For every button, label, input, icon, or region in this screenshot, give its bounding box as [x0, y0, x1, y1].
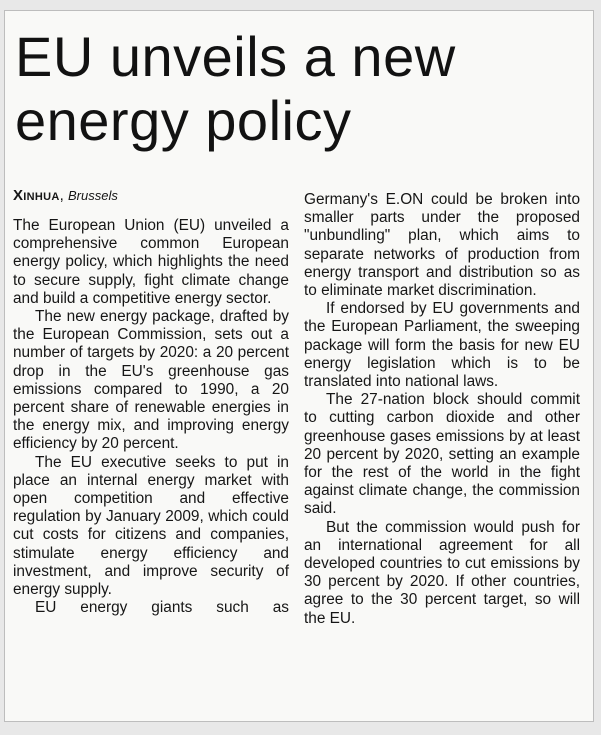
byline-agency: Xinhua: [13, 187, 60, 204]
paragraph: The EU executive seeks to put in place an internal energy market with open competition and effective regulation by January 2009, which could cut costs for citizens and companies, stimulate energy efficiency and investment, and improve security of energy supply.: [13, 453, 289, 599]
newspaper-clipping: [4, 10, 594, 722]
paragraph: EU energy giants such as: [35, 599, 289, 617]
article-headline: EU unveils a new energy policy: [15, 25, 456, 152]
byline-dateline: Brussels: [67, 188, 118, 203]
article-column-right: [304, 191, 580, 628]
paragraph: If endorsed by EU governments and the European Parliament, the sweeping package will form the basis for new EU energy legislation which is to be translated into national laws.: [304, 300, 580, 391]
paragraph-continued: Germany's E.ON could be broken into smaller parts under the proposed "unbundling" plan, which aims to separate networks of production from energy transport and distribution so as to eliminate market discrimination.: [304, 191, 580, 300]
byline-separator: ,: [59, 187, 68, 204]
byline: [13, 187, 289, 205]
paragraph: The new energy package, drafted by the European Commission, sets out a number of targets by 2020: a 20 percent drop in the EU's greenhouse gas emissions compared to 1990, a 20 percent share of renewable energies in the energy mix, and improving energy efficiency by 20 percent.: [13, 308, 289, 453]
article-column-left: [13, 187, 289, 617]
paragraph: The European Union (EU) unveiled a comprehensive common European energy policy, which highlights the need to secure supply, fight climate change and build a competitive energy sector.: [13, 217, 289, 307]
paragraph: But the commission would push for an international agreement for all developed countries to cut emissions by 30 percent by 2020. If other countries, agree to the 30 percent target, so will the EU.: [304, 518, 580, 627]
paragraph: The 27-nation block should commit to cutting carbon dioxide and other greenhouse gases emissions by at least 20 percent by 2020, setting an example for the rest of the world in the fight against climate change, the commission said.: [304, 391, 580, 518]
